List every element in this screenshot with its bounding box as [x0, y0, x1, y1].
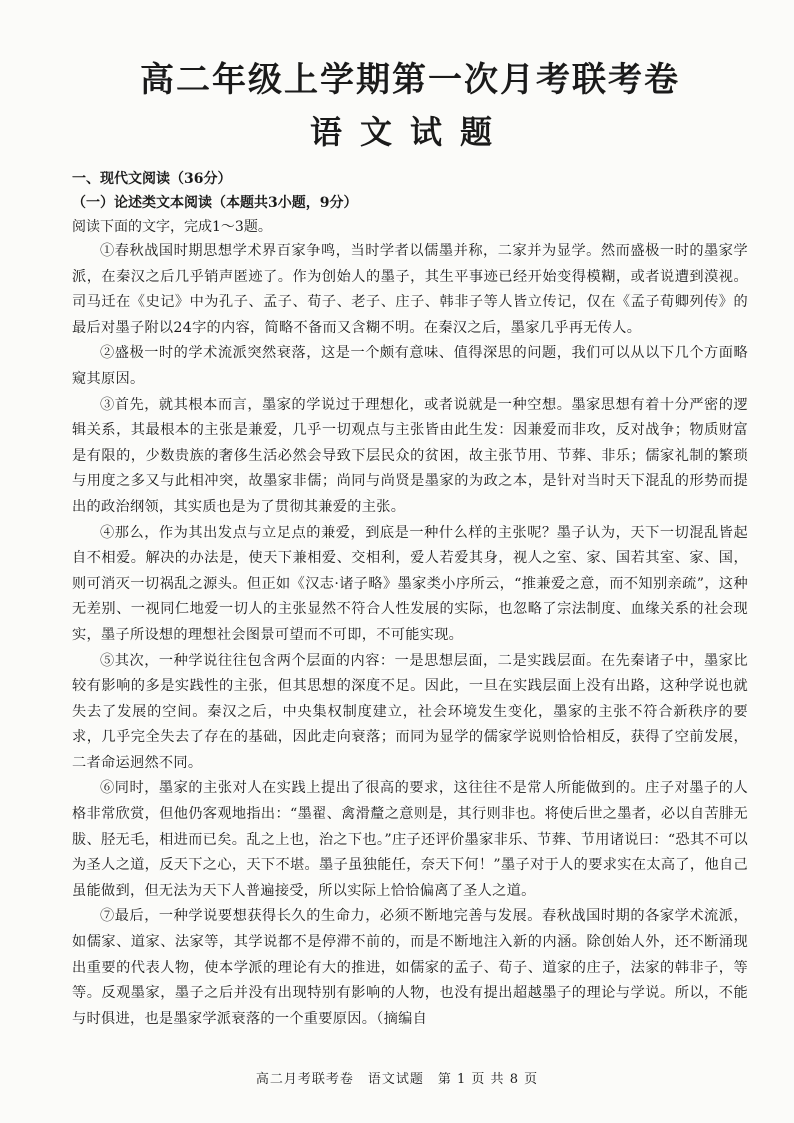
subsection-heading: （一）论述类文本阅读（本题共3小题，9分）	[72, 195, 358, 211]
paragraph-7: ⑦最后，一种学说要想获得长久的生命力，必须不断地完善与发展。春秋战国时期的各家学术流派，如儒家、道家、法家等，其学说都不是停滞不前的，而是不断地注入新的内涵。除创始人外，还不断涌现出重要的代表人物，使本学派的理论有大的推进，如儒家的孟子、荀子、道家的庄子，法家的韩非子，等等。反观墨家，墨子之后并没有出现特别有影响的人物，也没有提出超越墨子的理论与学说。所以，不能与时俱进，也是墨家学派衰落的一个重要原因。（摘编自	[72, 908, 748, 1027]
page-footer: 高二月考联考卷 语文试题 第 1 页 共 8 页	[255, 1072, 539, 1087]
paragraph-6: ⑥同时，墨家的主张对人在实践上提出了很高的要求，这往往不是常人所能做到的。庄子对墨子的人格非常欣赏，但他仍客观地指出：“墨翟、禽滑釐之意则是，其行则非也。将使后世之墨者，必以自苦腓无胈、胫无毛，相进而已矣。乱之上也，治之下也。”庄子还评价墨家非乐、节葬、节用诸说曰：“恐其不可以为圣人之道，反天下之心，天下不堪。墨子虽独能任，奈天下何！”墨子对于人的要求实在太高了，他自己虽能做到，但无法为天下人普遍接受，所以实际上恰恰偏离了圣人之道。	[72, 780, 748, 899]
paragraph-2: ②盛极一时的学术流派突然衰落，这是一个颇有意味、值得深思的问题，我们可以从以下几个方面略窥其原因。	[72, 345, 748, 387]
reading-instruction: 阅读下面的文字，完成1～3题。	[72, 219, 272, 235]
exam-title: 高二年级上学期第一次月考联考卷	[140, 60, 680, 100]
paragraph-3: ③首先，就其根本而言，墨家的学说过于理想化，或者说就是一种空想。墨家思想有着十分严密的逻辑关系，其最根本的主张是兼爱，几乎一切观点与主张皆由此生发：因兼爱而非攻，反对战争；物质财富是有限的，少数贵族的奢侈生活必然会导致下层民众的贫困，故主张节用、节葬、非乐；儒家礼制的繁琐与用度之多又与此相冲突，故墨家非儒；尚同与尚贤是墨家的为政之本，是针对当时天下混乱的形势而提出的政治纲领，其实质也是为了贯彻其兼爱的主张。	[72, 396, 748, 515]
paragraph-1: ①春秋战国时期思想学术界百家争鸣，当时学者以儒墨并称，二家并为显学。然而盛极一时的墨家学派，在秦汉之后几乎销声匿迹了。作为创始人的墨子，其生平事迹已经开始变得模糊，或者说遭到漠视。司马迁在《史记》中为孔子、孟子、荀子、老子、庄子、韩非子等人皆立传记，仅在《孟子荀卿列传》的最后对墨子附以24字的内容，简略不备而又含糊不明。在秦汉之后，墨家几乎再无传人。	[72, 243, 748, 336]
paragraph-4: ④那么，作为其出发点与立足点的兼爱，到底是一种什么样的主张呢？墨子认为，天下一切混乱皆起自不相爱。解决的办法是，使天下兼相爱、交相利，爱人若爱其身，视人之室、家、国若其室、家、国，则可消灭一切祸乱之源头。但正如《汉志·诸子略》墨家类小序所云，“推兼爱之意，而不知别亲疏”，这种无差别、一视同仁地爱一切人的主张显然不符合人性发展的实际，也忽略了宗法制度、血缘关系的社会现实，墨子所设想的理想社会图景可望而不可即，不可能实现。	[72, 524, 748, 643]
paragraph-5: ⑤其次，一种学说往往包含两个层面的内容：一是思想层面，二是实践层面。在先秦诸子中，墨家比较有影响的多是实践性的主张，但其思想的深度不足。因此，一旦在实践层面上没有出路，这种学说也就失去了发展的空间。秦汉之后，中央集权制度建立，社会环境发生变化，墨家的主张不符合新秩序的要求，几乎完全失去了存在的基础，因此走向衰落；而同为显学的儒家学说则恰恰相反，获得了空前发展，二者命运迥然不同。	[72, 652, 748, 771]
exam-subject-title: 语文试题	[309, 113, 510, 151]
section-heading: 一、现代文阅读（36分）	[72, 171, 232, 187]
